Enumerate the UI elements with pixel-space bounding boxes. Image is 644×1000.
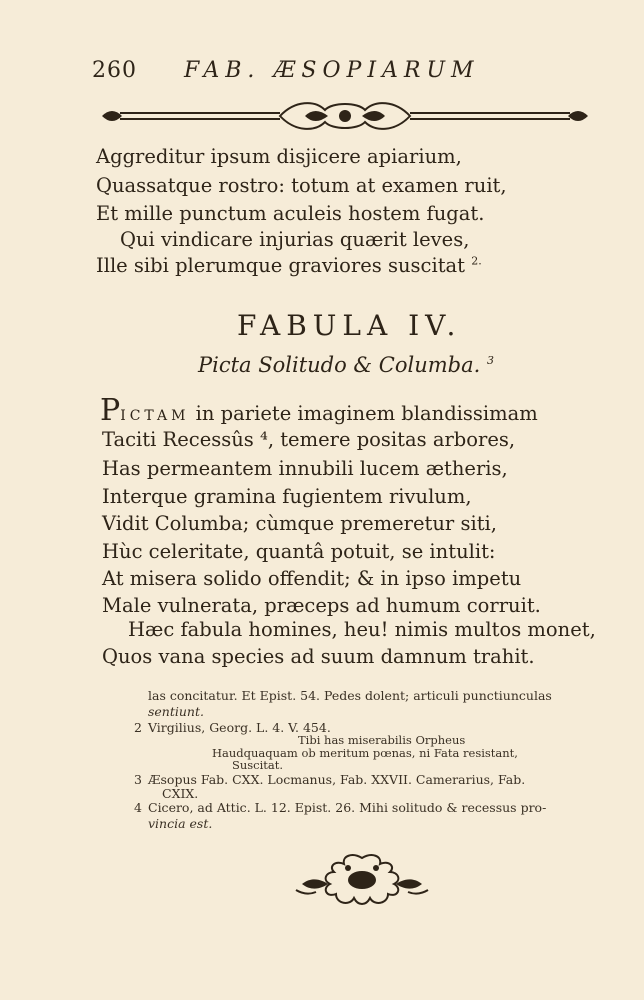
verse-line: Hùc celeritate, quantâ potuit, se intulit: [102,540,496,563]
footnote-line: vincia est. [148,816,213,831]
verse-line: Quassatque rostro: totum at examen ruit, [96,174,507,197]
footnote-line: CXIX. [162,786,199,801]
footnote-line: Cicero, ad Attic. L. 12. Epist. 26. Mihi solitudo & recessus pro- [148,800,547,815]
verse-line: Has permeantem innubili lucem ætheris, [102,457,508,480]
footnote-marker: 3 [134,772,142,787]
footnote-quote-line: Suscitat. [232,758,284,772]
verse-first-line [100,393,538,428]
footnote-quote-line: Tibi has miserabilis Orpheus [298,733,466,747]
verse-line: Male vulnerata, præceps ad humum corruit. [102,594,541,617]
page-number: 260 [92,58,137,83]
verse-line: Hæc fabula homines, heu! nimis multos monet, [128,618,596,641]
footnote-line: sentiunt. [148,704,204,719]
footnote-quote-line: Haudquaquam ob meritum pœnas, ni Fata resistant, [212,746,518,760]
verse-line: Aggreditur ipsum disjicere apiarium, [96,145,462,168]
fable-title: FABULA IV. [237,309,462,342]
verse-line: Interque gramina fugientem rivulum, [102,485,472,508]
verse-line: Et mille punctum aculeis hostem fugat. [96,202,485,225]
footnote-ref: 2. [471,254,482,268]
verse-line: Taciti Recessûs ⁴, temere positas arbores, [102,428,516,451]
verse-line: Vidit Columba; cùmque premeretur siti, [102,512,497,535]
fable-subtitle-text: Picta Solitudo & Columba. [198,353,481,377]
ornamental-rule-icon [100,96,590,136]
floral-tailpiece-icon [292,850,432,912]
verse-line-with-note [96,254,482,277]
page-header [92,58,512,88]
verse-text: Ille sibi plerumque graviores suscitat [96,254,466,277]
verse-text: in pariete imaginem blandissimam [195,402,538,425]
footnote-ref: 3 [487,354,494,367]
footnote-line: las concitatur. Et Epist. 54. Pedes dolent; articuli punctiunculas [148,688,552,703]
drop-cap: P [100,393,121,428]
verse-line: At misera solido offendit; & in ipso impetu [102,567,522,590]
fable-subtitle [198,353,494,377]
footnote-marker: 2 [134,720,142,735]
footnote-marker: 4 [134,800,142,815]
verse-line: Quos vana species ad suum damnum trahit. [102,645,535,668]
footnote-line: Virgilius, Georg. L. 4. V. 454. [148,720,331,735]
running-head: FAB. ÆSOPIARUM [184,58,480,83]
verse-line: Qui vindicare injurias quærit leves, [120,228,470,251]
small-caps-word: ICTAM [120,408,190,424]
footnote-line: Æsopus Fab. CXX. Locmanus, Fab. XXVII. Camerarius, Fab. [148,772,526,787]
